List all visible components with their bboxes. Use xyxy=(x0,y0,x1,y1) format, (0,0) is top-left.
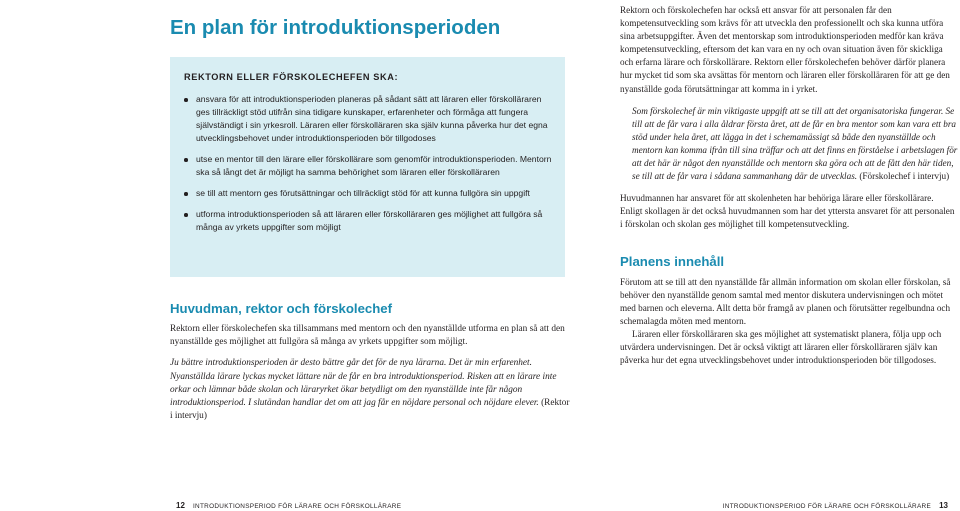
footer-left xyxy=(170,501,401,511)
quote-source: (Förskolechef i intervju) xyxy=(859,171,950,182)
factbox-item-text: utse en mentor till den lärare eller förskollärare som genomför introduktionsperioden. Mentorn ska så långt det är möjligt ha samma behörighet som läraren eller förskolläraren xyxy=(196,154,552,177)
quote-text: Ju bättre introduktionsperioden är desto bättre går det för de nya lärarna. Det är min erfarenhet. Nyanställda lärare lyckas mycket lättare när de får en bra introduktionsperiod. Risken att en lärare inte orkar och lämnar både skolan och läraryrket ökar betydligt om den nyanställde inte får någon introduktionsperiod. I slutändan handlar det om att jag får en nöjdare personal och nöjdare elever. xyxy=(170,358,557,409)
factbox-item-text: se till att mentorn ges förutsättningar och tillräckligt stöd för att kunna fullgöra sin uppgift xyxy=(196,188,530,198)
factbox-list-item xyxy=(184,93,553,145)
factbox-heading: REKTORN ELLER FÖRSKOLECHEFEN SKA: xyxy=(184,72,399,82)
factbox xyxy=(170,57,565,277)
page-title: En plan för introduktionsperioden xyxy=(170,15,501,39)
body-paragraph: Läraren eller förskolläraren ska ges möjlighet att systematiskt planera, följa upp och utvärdera undervisningen. Det är också viktigt att läraren eller förskolläraren själv kan påverka hur det egna utvecklingsbehovet under introduktionsperioden bör tillgodoses. xyxy=(620,328,942,366)
factbox-item-text: utforma introduktionsperioden så att läraren eller förskolläraren ges möjlighet att fullgöra så många av yrkets uppgifter som möjligt xyxy=(196,209,543,232)
quote-source: (Rektor i intervju) xyxy=(170,398,570,422)
body-paragraph: Rektorn och förskolechefen har också ett ansvar för att personalen får den kompetensutveckling som krävs för att utveckla den professionellt och ska kunna utföra sina arbetsuppgifter. Även det mentorskap som introduktionsperioden medför kan kräva kompetensutveckling, eftersom det kan vara en ny och ovan situation även för skickliga och erfarna lärare och förskollärare. Rektorn eller förskolechefen behöver därför planera hur mycket tid som ska avsättas för mentorn och läraren eller förskolläraren för att ge den nyanställde goda förutsättningar att komma in i yrket. xyxy=(620,5,950,94)
footer-right xyxy=(723,501,954,511)
page-number: 12 xyxy=(176,501,185,510)
section-huvudman xyxy=(170,301,570,423)
page-number: 13 xyxy=(939,501,948,510)
quote-text: Som förskolechef är min viktigaste uppgift att se till att det organisatoriska fungerar. Se till att de får vara i alla åldrar första året, att de får en bra mentor som kan vara ett bra stöd under hela året, att lägga in det i schemamässigt så både den nyanställde och mentorn kan komma ifrån till sina träffar och att det finns en förståelse i arbetslagen för att det här är något den nyanställde och mentorn ska göra och att de fått den här tiden, se till att de får vara i sådana sammanhang där de utvecklas. xyxy=(632,105,958,182)
factbox-list-item xyxy=(184,208,553,234)
factbox-list-item xyxy=(184,153,553,179)
section-heading: Huvudman, rektor och förskolechef xyxy=(170,301,393,316)
bullet-icon xyxy=(184,158,188,162)
factbox-item-text: ansvara för att introduktionsperioden planeras på sådant sätt att läraren eller förskolläraren ges tillräckligt stöd utifrån sina tidigare kunskaper, erfarenheter och förmåga att fungera självständigt i sin yrkesroll. Läraren eller förskolläraren ska själv kunna påverka hur det egna utvecklingsbehovet under introduktionsperioden bör tillgodoses xyxy=(196,94,548,143)
body-paragraph: Rektorn eller förskolechefen ska tillsammans med mentorn och den nyanställde utforma en plan så att den nyanställde ges möjlighet att fullgöra så många av yrkets uppgifter som möjligt. xyxy=(170,324,565,348)
factbox-list xyxy=(184,93,553,234)
interview-quote xyxy=(170,357,570,423)
right-column xyxy=(620,4,958,367)
bullet-icon xyxy=(184,213,188,217)
bullet-icon xyxy=(184,192,188,196)
section-heading: Planens innehåll xyxy=(620,253,725,269)
bullet-icon xyxy=(184,98,188,102)
footer-label: INTRODUKTIONSPERIOD FÖR LÄRARE OCH FÖRSKOLLÄRARE xyxy=(722,503,932,510)
footer-label: INTRODUKTIONSPERIOD FÖR LÄRARE OCH FÖRSKOLLÄRARE xyxy=(192,503,402,510)
body-paragraph: Huvudmannen har ansvaret för att skolenheten har behöriga lärare eller förskollärare. Enligt skollagen är det också huvudmannen som har det yttersta ansvaret för att personalen i förskolan och skolan ges möjlighet till kompetensutveckling. xyxy=(620,193,955,230)
interview-quote xyxy=(632,105,958,184)
factbox-list-item xyxy=(184,187,553,200)
body-paragraph: Förutom att se till att den nyanställde får allmän information om skolan eller förskolan, så behöver den nyanställde genom samtal med mentor diskutera undervisningen och mötet med barnen och eleverna. Allt detta bör framgå av planen och förutsätter regelbundna och schemalagda möten med mentorn. xyxy=(620,276,951,326)
